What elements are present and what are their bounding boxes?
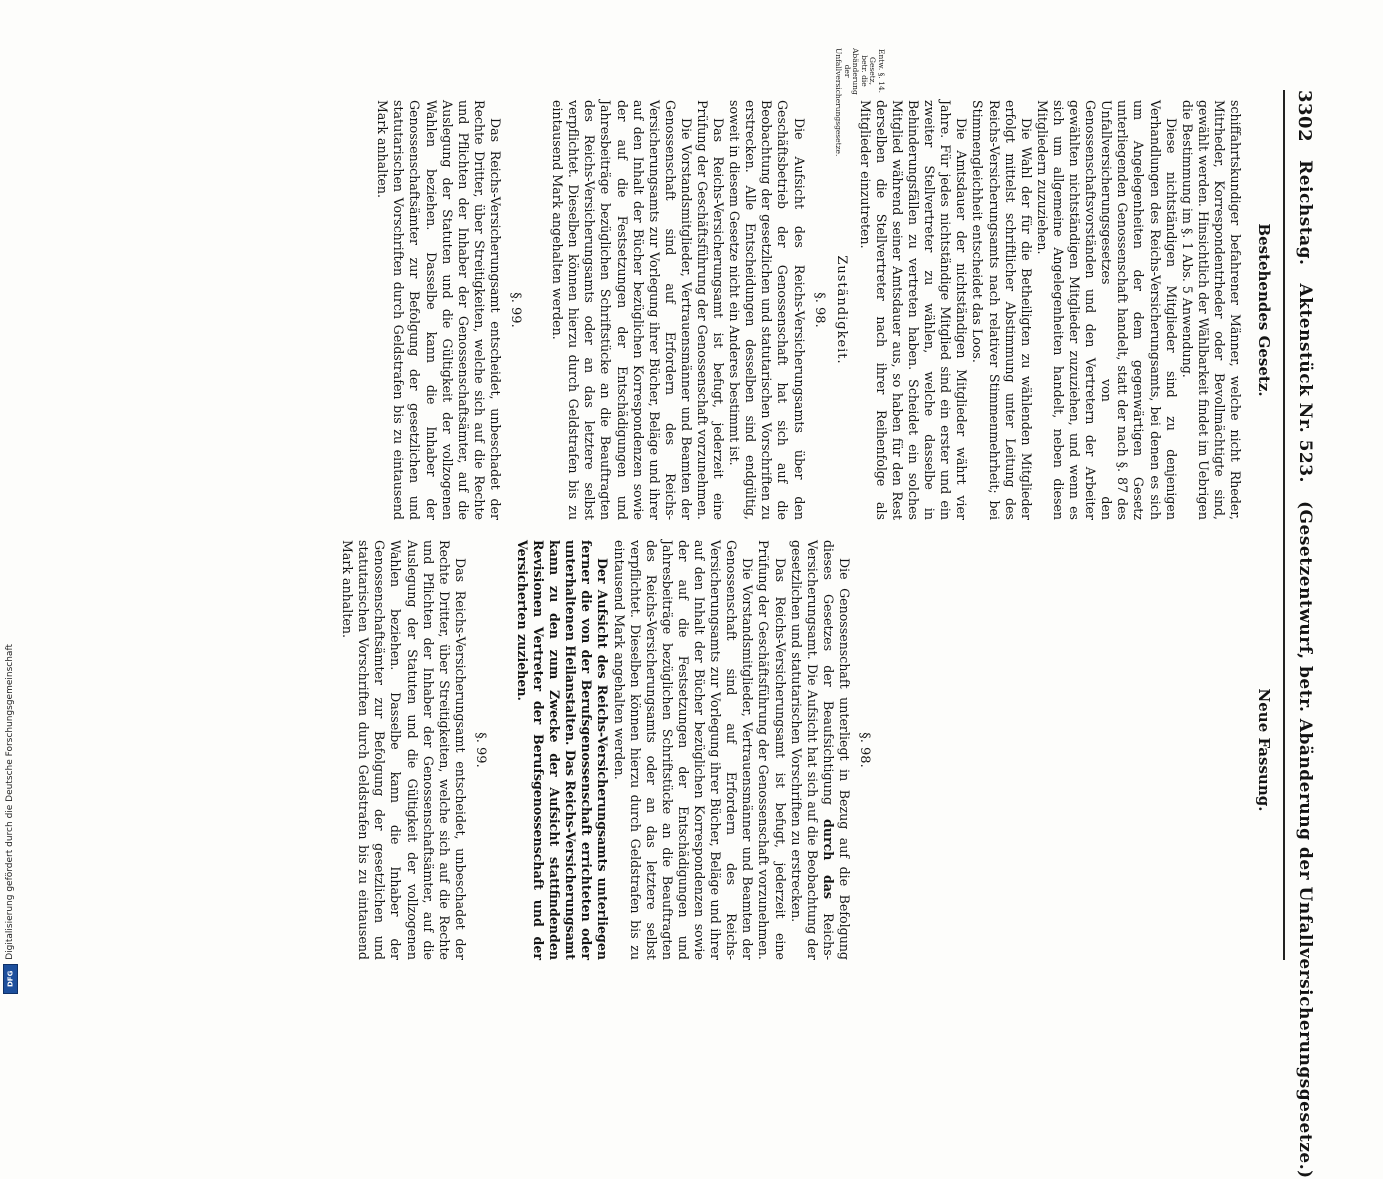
- paragraph: Die Vorstandsmitglieder, Vertrauensmänner und Beamten der Genossenschaft sind auf Erfordern des Reichs-Versicherungsamts zur Vorlegung ihrer Bücher, Beläge und ihrer auf den Inhalt der Bücher bezüglichen Korrespondenzen sowie der auf die Festsetzungen der Entschädigungen und Jahresbeiträge bezüglichen Schriftstücke an die Beauftragten des Reichs-Versicherungsamts oder an das letztere selbst verpflichtet. Dieselben können hierzu durch Geldstrafen bis zu eintausend Mark angehalten werden.: [550, 100, 694, 520]
- paragraph-amendment: Der Aufsicht des Reichs-Versicherungsamts unterliegen ferner die von der Berufsgenossenschaft errichteten oder unterhaltenen Heilanstalten. Das Reichs-Versicherungsamt kann zu den zum Zwecke der Aufsicht stattfindenden Revisionen Vertreter der Berufsgenossenschaft und der Versicherten zuziehen.: [515, 540, 611, 960]
- section-number: §. 99.: [472, 732, 488, 768]
- paragraph: Das Reichs-Versicherungsamt ist befugt, jederzeit eine Prüfung der Geschäftsführung der Genossenschaft vorzunehmen.: [756, 540, 788, 960]
- section-number: §. 98.: [857, 732, 872, 768]
- dfg-credit: [2, 644, 18, 994]
- right-column-heading: Neue Fassung.: [1255, 688, 1273, 812]
- paragraph: Die Vorstandsmitglieder, Vertrauensmänner und Beamten der Genossenschaft sind auf Erfordern des Reichs-Versicherungsamts zur Vorlegung ihrer Bücher, Beläge und ihrer auf den Inhalt der Bücher bezüglichen Korrespondenzen sowie der auf die Festsetzungen der Entschädigungen und Jahresbeiträge bezüglichen Schriftstücke an die Beauftragten des Reichs-Versicherungsamts oder an das letztere selbst verpflichtet. Dieselben können hierzu durch Geldstrafen bis zu eintausend Mark angehalten werden.: [611, 540, 756, 960]
- document-number: Aktenstück Nr. 523.: [1295, 283, 1315, 483]
- section-number: §. 98.: [811, 292, 827, 328]
- paragraph: Das Reichs-Versicherungsamt entscheidet, unbeschadet der Rechte Dritter, über Streitigkeiten, welche sich auf die Rechte und Pflichten der Inhaber der Genossenschaftsämter, auf die Auslegung der Statuten und die Gültigkeit der vollzogenen Wahlen beziehen. Dasselbe kann die Inhaber der Genossenschaftsämter zur Befolgung der gesetzlichen und statutarischen Vorschriften durch Geldstrafen bis zu eintausend Mark anhalten.: [375, 100, 503, 520]
- document-title: (Gesetzentwurf, betr. Abänderung der Unfallversicherungsgesetze.): [1295, 500, 1315, 1179]
- dfg-logo: DFG: [3, 964, 18, 994]
- paragraph: schiffahrtskundiger befahrener Männer, welche nicht Rheder, Mitrheder, Korrespondentrheder oder Bevollmächtigte sind, gewählt werden. Hinsichtlich der Wählbarkeit findet im Uebrigen die Bestimmung im §. 1 Abs. 5 Anwendung.: [1179, 100, 1243, 520]
- paragraph: Die Amtsdauer der nichtständigen Mitglieder währt vier Jahre. Für jedes nichtständige Mitglied sind ein erster und ein zweiter Stellvertreter zu wählen, welche dasselbe in Behinderungsfällen zu vertreten haben. Scheidet ein solches Mitglied während seiner Amtsdauer aus, so haben für den Rest derselben die Stellvertreter nach ihrer Reihenfolge als Mitglieder einzutreten.: [857, 100, 970, 520]
- left-column-heading: Bestehendes Gesetz.: [1255, 223, 1273, 397]
- paragraph: Das Reichs-Versicherungsamt entscheidet, unbeschadet der Rechte Dritter, über Streitigkeiten, welche sich auf die Rechte und Pflichten der Inhaber der Genossenschaftsämter, auf die Auslegung der Statuten und die Gültigkeit der vollzogenen Wahlen beziehen. Dasselbe kann die Inhaber der Genossenschaftsämter zur Befolgung der gesetzlichen und statutarischen Vorschriften durch Geldstrafen bis zu eintausend Mark anhalten.: [340, 540, 468, 960]
- section-heading: Zuständigkeit.: [833, 255, 849, 365]
- publication-name: Reichstag.: [1295, 160, 1315, 266]
- right-column-new-version: [339, 540, 878, 960]
- paragraph: Die Genossenschaft unterliegt in Bezug auf die Befolgung dieses Gesetzes der Beaufsichtigung durch das Reichs-Versicherungsamt. Die Aufsicht hat sich auf die Beobachtung der gesetzlichen und statutarischen Vorschriften zu erstrecken.: [788, 540, 852, 960]
- paragraph: Die Wahl der für die Betheiligten zu wählenden Mitglieder erfolgt mittelst schriftlicher Abstimmung unter Leitung des Reichs-Versicherungsamts nach relativer Stimmenmehrheit; bei Stimmengleichheit entscheidet das Loos.: [970, 100, 1034, 520]
- left-column-existing-law: [374, 100, 1243, 520]
- paragraph: Diese nichtständigen Mitglieder sind zu denjenigen Verhandlungen des Reichs-Versicherungsamts, bei denen es sich um Angelegenheiten der dem gegenwärtigen Gesetz unterliegenden Genossenschaft handelt, statt der nach §. 87 des Unfallversicherungsgesetzes von den Genossenschaftsvorständen und den Vertretern der Arbeiter gewählten nichtständigen Mitglieder zuzuziehen, und wenn es sich um allgemeine Angelegenheiten handelt, neben diesen Mitgliedern zuzuziehen.: [1034, 100, 1179, 520]
- paragraph: Das Reichs-Versicherungsamt ist befugt, jederzeit eine Prüfung der Geschäftsführung der Genossenschaft vorzunehmen.: [695, 100, 727, 520]
- page-header: [1283, 90, 1325, 1179]
- paragraph: Die Aufsicht des Reichs-Versicherungsamts über den Geschäftsbetrieb der Genossenschaft hat sich auf die Beobachtung der gesetzlichen und statutarischen Vorschriften zu erstrecken. Alle Entscheidungen desselben sind endgültig, soweit in diesem Gesetze nicht ein Anderes bestimmt ist.: [727, 100, 807, 520]
- page-number: 3302: [1294, 90, 1316, 143]
- digitization-credit: Digitalisierung gefördert durch die Deutsche Forschungsgemeinschaft: [5, 644, 15, 960]
- margin-note: Entw. §. 14. Gesetz, betr. die Abänderung der Unfallversicherungsgesetze.: [834, 48, 886, 157]
- section-number: §. 99.: [508, 292, 524, 328]
